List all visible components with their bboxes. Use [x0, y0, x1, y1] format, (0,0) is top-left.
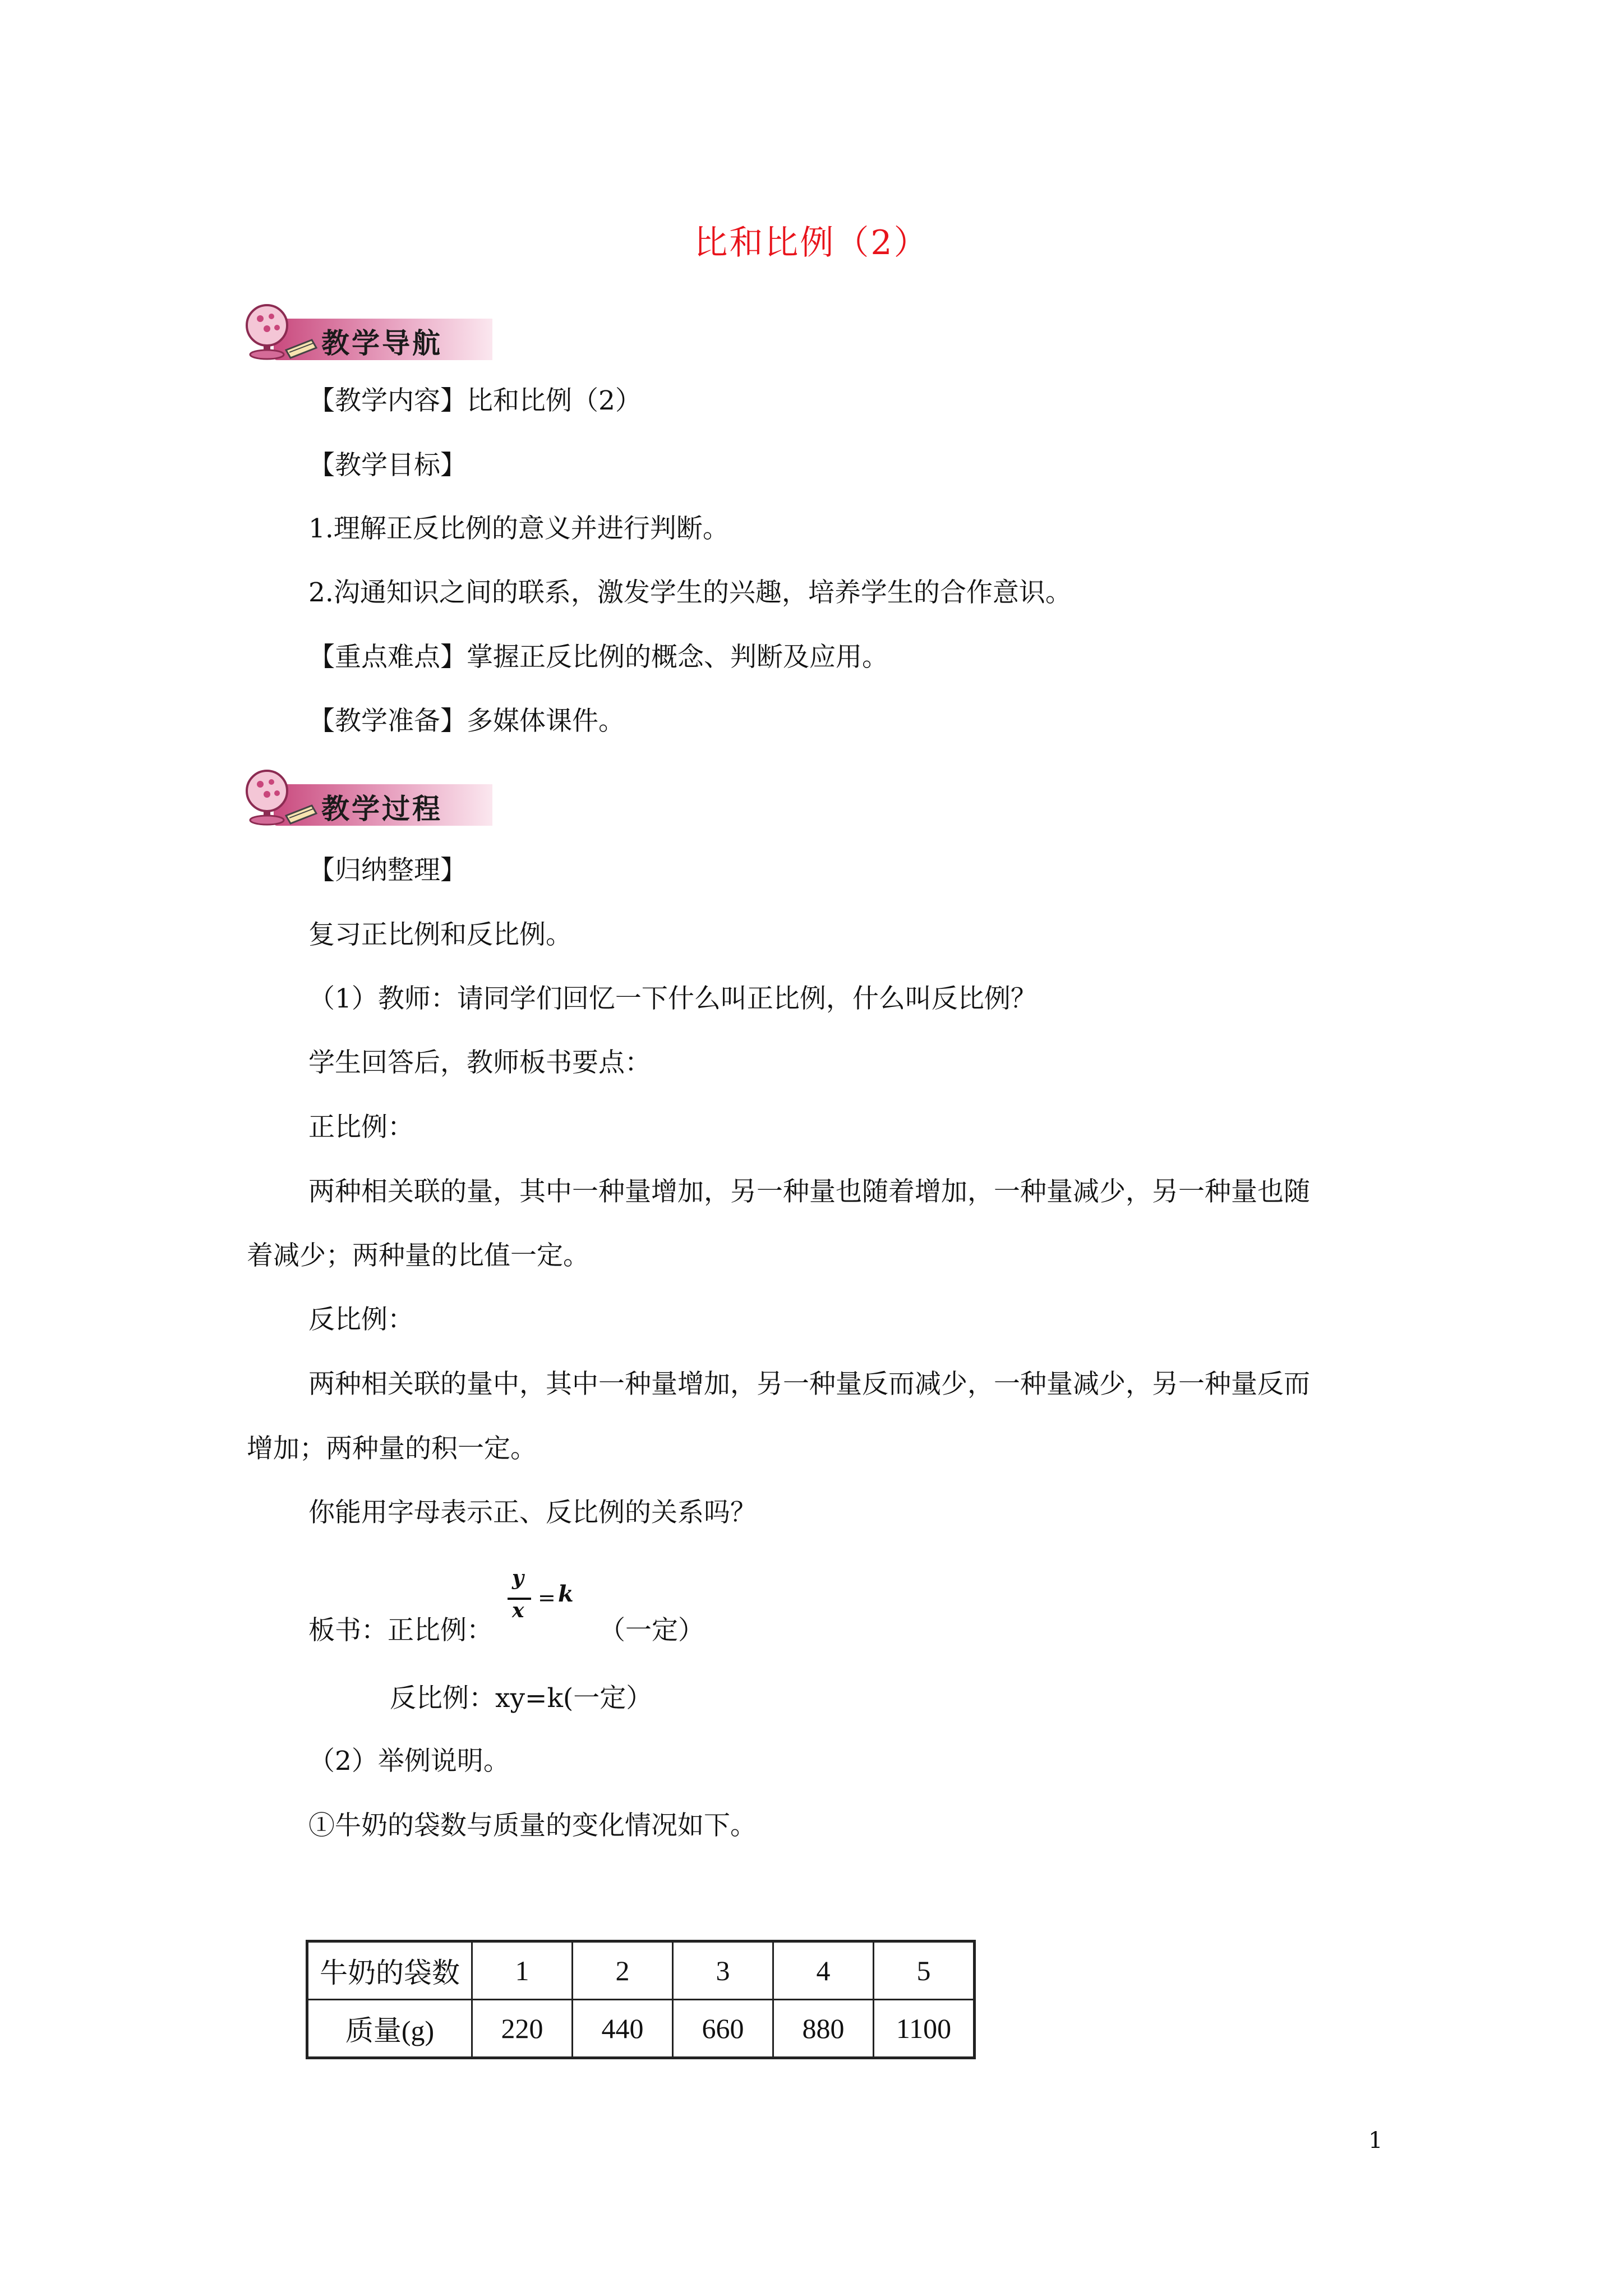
table-row: [307, 2000, 975, 2058]
table-cell: 5: [874, 1941, 975, 2000]
teaching-content: 【教学内容】比和比例（2）: [308, 385, 642, 416]
milk-data-table: [306, 1940, 976, 2059]
board-direct-note: （一定）: [599, 1615, 704, 1646]
direct-proportion-text: 两种相关联的量，其中一种量增加，另一种量也随着增加，一种量减少，另一种量也随: [308, 1176, 1310, 1207]
letters-question: 你能用字母表示正、反比例的关系吗？: [308, 1497, 757, 1528]
formula-constant: k: [558, 1581, 574, 1607]
teaching-prep: 【教学准备】多媒体课件。: [308, 706, 625, 737]
question-1: （1）教师：请同学们回忆一下什么叫正比例，什么叫反比例？: [308, 983, 1037, 1014]
board-direct-label: 板书：正比例：: [308, 1615, 493, 1646]
direct-proportion-label: 正比例：: [308, 1112, 414, 1143]
direct-proportion-formula: [508, 1564, 580, 1637]
formula-numerator: y: [512, 1566, 524, 1590]
section-label: 教学导航: [321, 327, 442, 360]
formula-denominator: x: [512, 1599, 524, 1622]
page-number: 1: [1368, 2128, 1383, 2154]
question-2: （2）举例说明。: [308, 1746, 510, 1777]
table-cell: 牛奶的袋数: [307, 1941, 472, 2000]
direct-proportion-text-cont: 着减少；两种量的比值一定。: [247, 1240, 589, 1271]
table-cell: 220: [472, 2000, 573, 2058]
section-header-navigation: [234, 296, 498, 364]
lamp-icon: [234, 296, 319, 364]
section-label: 教学过程: [321, 793, 442, 825]
example-1: ①牛奶的袋数与质量的变化情况如下。: [308, 1810, 757, 1841]
table-row: [307, 1941, 975, 2000]
summary-heading: 【归纳整理】: [308, 855, 467, 886]
table-cell: 1100: [874, 2000, 975, 2058]
inverse-proportion-text: 两种相关联的量中，其中一种量增加，另一种量反而减少，一种量减少，另一种量反而: [308, 1369, 1310, 1400]
table-cell: 880: [773, 2000, 874, 2058]
goal-item-2: 2.沟通知识之间的联系，激发学生的兴趣，培养学生的合作意识。: [308, 577, 1072, 608]
key-points: 【重点难点】掌握正反比例的概念、判断及应用。: [308, 642, 888, 673]
table-cell: 3: [673, 1941, 773, 2000]
table-cell: 660: [673, 2000, 773, 2058]
table-cell: 440: [573, 2000, 673, 2058]
table-cell: 4: [773, 1941, 874, 2000]
table-cell: 2: [573, 1941, 673, 2000]
goal-heading: 【教学目标】: [308, 450, 467, 481]
formula-equals: =: [538, 1585, 556, 1610]
lamp-icon: [234, 762, 319, 829]
after-answer-text: 学生回答后，教师板书要点：: [308, 1047, 651, 1078]
review-text: 复习正比例和反比例。: [308, 919, 572, 950]
table-cell: 1: [472, 1941, 573, 2000]
inverse-proportion-label: 反比例：: [308, 1304, 414, 1335]
goal-item-1: 1.理解正反比例的意义并进行判断。: [308, 513, 729, 544]
section-header-process: [234, 762, 498, 829]
table-cell: 质量(g): [307, 2000, 472, 2058]
page-title: 比和比例（2）: [694, 223, 929, 263]
inverse-proportion-text-cont: 增加；两种量的积一定。: [247, 1433, 537, 1464]
board-inverse: 反比例：xy=k(一定）: [390, 1683, 653, 1714]
